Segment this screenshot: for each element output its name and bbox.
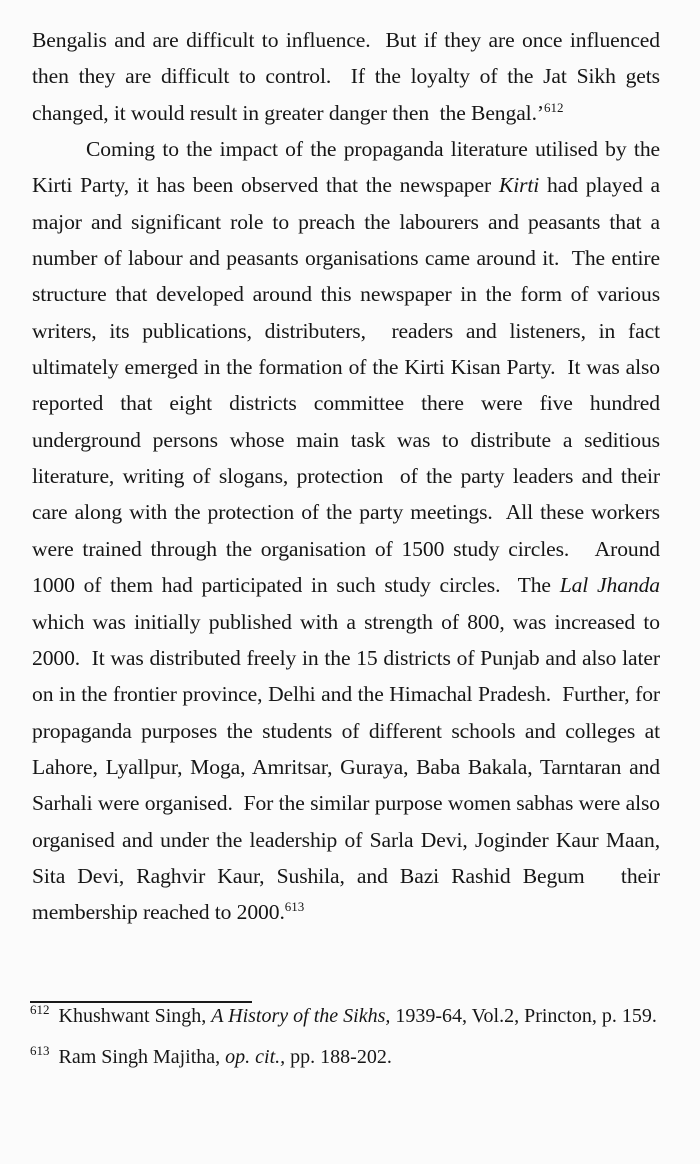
body-line (32, 676, 660, 712)
body-line (32, 167, 660, 203)
text-run: major and significant role to preach the labourers and peasants that a (32, 209, 660, 234)
italic-text-run: Lal Jhanda (559, 573, 660, 598)
footnotes (30, 1002, 695, 1132)
body-line (32, 276, 660, 312)
text-run: care along with the protection of the party meetings. All these workers (32, 500, 660, 525)
text-run: organised and under the leadership of Sarla Devi, Joginder Kaur Maan, (32, 827, 660, 852)
body-line (32, 422, 660, 458)
body-line (32, 894, 660, 930)
text-run: Ram Singh Majitha, (58, 1046, 226, 1068)
text-run: had played a (539, 173, 660, 198)
body-line (32, 313, 660, 349)
text-run: Bengalis and are difficult to influence. But if they are once influenced (32, 28, 660, 52)
text-run: then they are difficult to control. If the loyalty of the Jat Sikh gets (32, 64, 660, 89)
body-line (32, 494, 660, 530)
body-line (32, 204, 660, 240)
footnote-marker: 612 (30, 1002, 50, 1018)
body-line (32, 604, 660, 640)
text-run: 1000 of them had participated in such study circles. The (32, 573, 560, 598)
text-run: underground persons whose main task was to distribute a seditious (32, 427, 660, 452)
text-run: Coming to the impact of the propaganda literature utilised by the (86, 137, 660, 162)
text-run: Lahore, Lyallpur, Moga, Amritsar, Guraya, Baba Bakala, Tarntaran and (32, 754, 660, 779)
text-run: writers, its publications, distributers, readers and listeners, in fact (32, 318, 660, 343)
text-run: propaganda purposes the students of different schools and colleges at (32, 718, 660, 743)
body-line (32, 22, 660, 58)
italic-text-run: Kirti (498, 173, 540, 198)
body-line (32, 458, 660, 494)
body-line (32, 822, 660, 858)
body-line (32, 858, 660, 894)
text-run: 1939-64, Vol.2, Princton, p. 159. (390, 1005, 657, 1027)
body-line (32, 531, 660, 567)
text-run: Khushwant Singh, (58, 1005, 212, 1027)
body-text (32, 22, 660, 931)
body-line (32, 713, 660, 749)
text-run: 2000. It was distributed freely in the 15 districts of Punjab and also later (32, 645, 660, 670)
text-run: membership reached to 2000. (32, 900, 285, 925)
body-line (32, 567, 660, 603)
footnote-ref: 613 (284, 899, 305, 915)
body-line (32, 349, 660, 385)
italic-text-run: A History of the Sikhs, (211, 1005, 391, 1027)
body-line (32, 749, 660, 785)
text-run: literature, writing of slogans, protection of the party leaders and their (32, 464, 660, 489)
body-line (32, 640, 660, 676)
text-run: structure that developed around this newspaper in the form of various (32, 282, 660, 307)
footnote (30, 1002, 657, 1030)
text-run: were trained through the organisation of 1500 study circles. Around (32, 536, 660, 561)
body-line (32, 58, 660, 94)
footnote-ref: 612 (543, 99, 564, 115)
text-run: pp. 188-202. (285, 1046, 392, 1068)
text-run: number of labour and peasants organisations came around it. The entire (32, 246, 660, 271)
text-run: which was initially published with a strength of 800, was increased to (32, 609, 660, 634)
body-line (32, 95, 660, 131)
footnote-marker: 613 (30, 1043, 50, 1059)
text-run: Sarhali were organised. For the similar purpose women sabhas were also (32, 791, 660, 816)
text-run: Kirti Party, it has been observed that the newspaper (32, 173, 499, 198)
text-run: changed, it would result in greater danger then the Bengal.’ (32, 100, 544, 125)
text-run: on in the frontier province, Delhi and the Himachal Pradesh. Further, for (32, 682, 660, 707)
body-line (32, 240, 660, 276)
body-line (32, 131, 660, 167)
text-run: Sita Devi, Raghvir Kaur, Sushila, and Bazi Rashid Begum their (32, 863, 660, 888)
text-run: reported that eight districts committee there were five hundred (32, 391, 660, 416)
body-line (32, 385, 660, 421)
footnote (30, 1043, 392, 1071)
italic-text-run: op. cit., (225, 1046, 286, 1068)
body-line (32, 785, 660, 821)
text-run: ultimately emerged in the formation of the Kirti Kisan Party. It was also (32, 355, 660, 380)
